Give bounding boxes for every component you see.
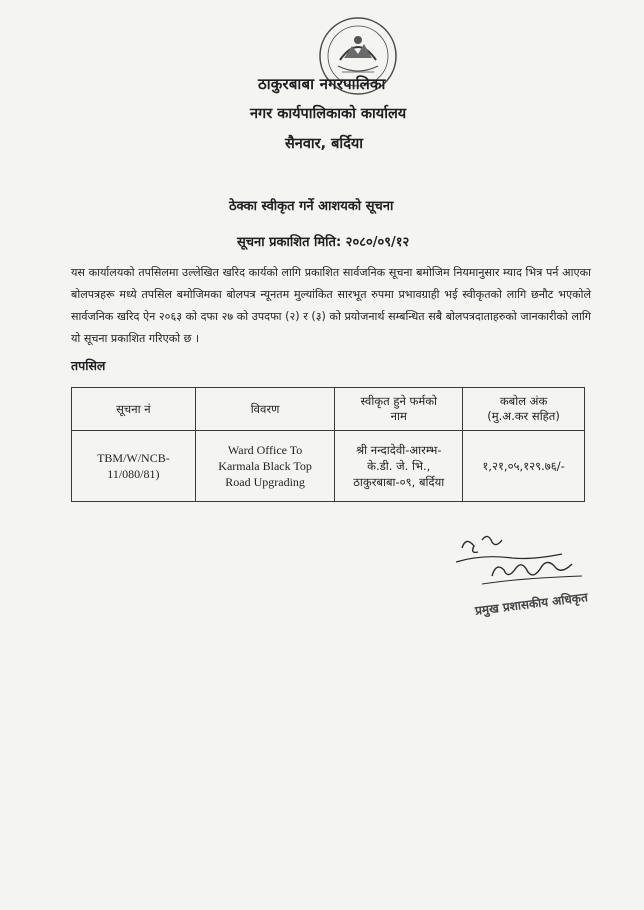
- notice-title: ठेक्का स्वीकृत गर्ने आशयको सूचना: [229, 199, 394, 214]
- schedule-table: [71, 387, 585, 502]
- description-line3: Road Upgrading: [225, 475, 305, 489]
- description-line2: Karmala Black Top: [218, 459, 312, 473]
- header-bid-amount: [463, 388, 585, 431]
- published-date: सूचना प्रकाशित मिति: २०८०/०९/१२: [237, 235, 410, 250]
- header-firm-name: [335, 388, 463, 431]
- header-firm-name-line2: नाम: [390, 409, 407, 423]
- schedule-label: तपसिल: [71, 358, 106, 373]
- cell-description: [195, 431, 335, 502]
- signatory-designation: प्रमुख प्रशासकीय अधिकृत: [474, 590, 589, 618]
- firm-line2: के.डी. जे. भि.,: [367, 459, 431, 473]
- office-name: ठाकुरबाबा नगरपालिका: [258, 75, 386, 93]
- header-bid-amount-line2: (मु.अ.कर सहित): [487, 409, 560, 423]
- firm-line1: श्री नन्दादेवी-आरम्भ-: [355, 443, 442, 457]
- notice-no-line1: TBM/W/NCB-: [97, 451, 170, 465]
- header-notice-no: सूचना नं: [72, 388, 196, 431]
- signature-icon: [452, 518, 592, 598]
- description-line1: Ward Office To: [227, 443, 303, 457]
- office-subtitle: नगर कार्यपालिकाको कार्यालय: [250, 106, 407, 122]
- header-bid-amount-line1: कबोल अंक: [499, 394, 548, 408]
- header-firm-name-line1: स्वीकृत हुने फर्मको: [360, 394, 438, 408]
- cell-notice-no: [72, 431, 196, 502]
- cell-firm-name: [335, 431, 463, 502]
- notice-no-line2: 11/080/81): [107, 467, 160, 481]
- header-description: विवरण: [195, 388, 335, 431]
- table-row: [72, 431, 585, 502]
- table-header-row: [72, 388, 585, 431]
- notice-body: यस कार्यालयको तपसिलमा उल्लेखित खरिद कार्यको लागि प्रकाशित सार्वजनिक सूचना बमोजिम नियमानुसार म्याद भित्र पर्न आएका बोलपत्रहरू मध्ये तपसिल बमोजिमका बोलपत्र न्यूनतम मुल्यांकित सारभूत रुपमा प्रभावग्राही भई स्वीकृतको लागि छनौट भएकोले सार्वजनिक खरिद ऐन २०६३ को दफा २७ को उपदफा (२) र (३) को प्रयोजनार्थ सम्बन्धित सबै बोलपत्रदाताहरुको जानकारीको लागि यो सूचना प्रकाशित गरिएको छ ।: [71, 266, 591, 345]
- office-location: सैनवार, बर्दिया: [285, 136, 364, 152]
- cell-bid-amount: १,२१,०५,१२९.७६/-: [463, 431, 585, 502]
- firm-line3: ठाकुरबाबा-०९, बर्दिया: [353, 475, 445, 489]
